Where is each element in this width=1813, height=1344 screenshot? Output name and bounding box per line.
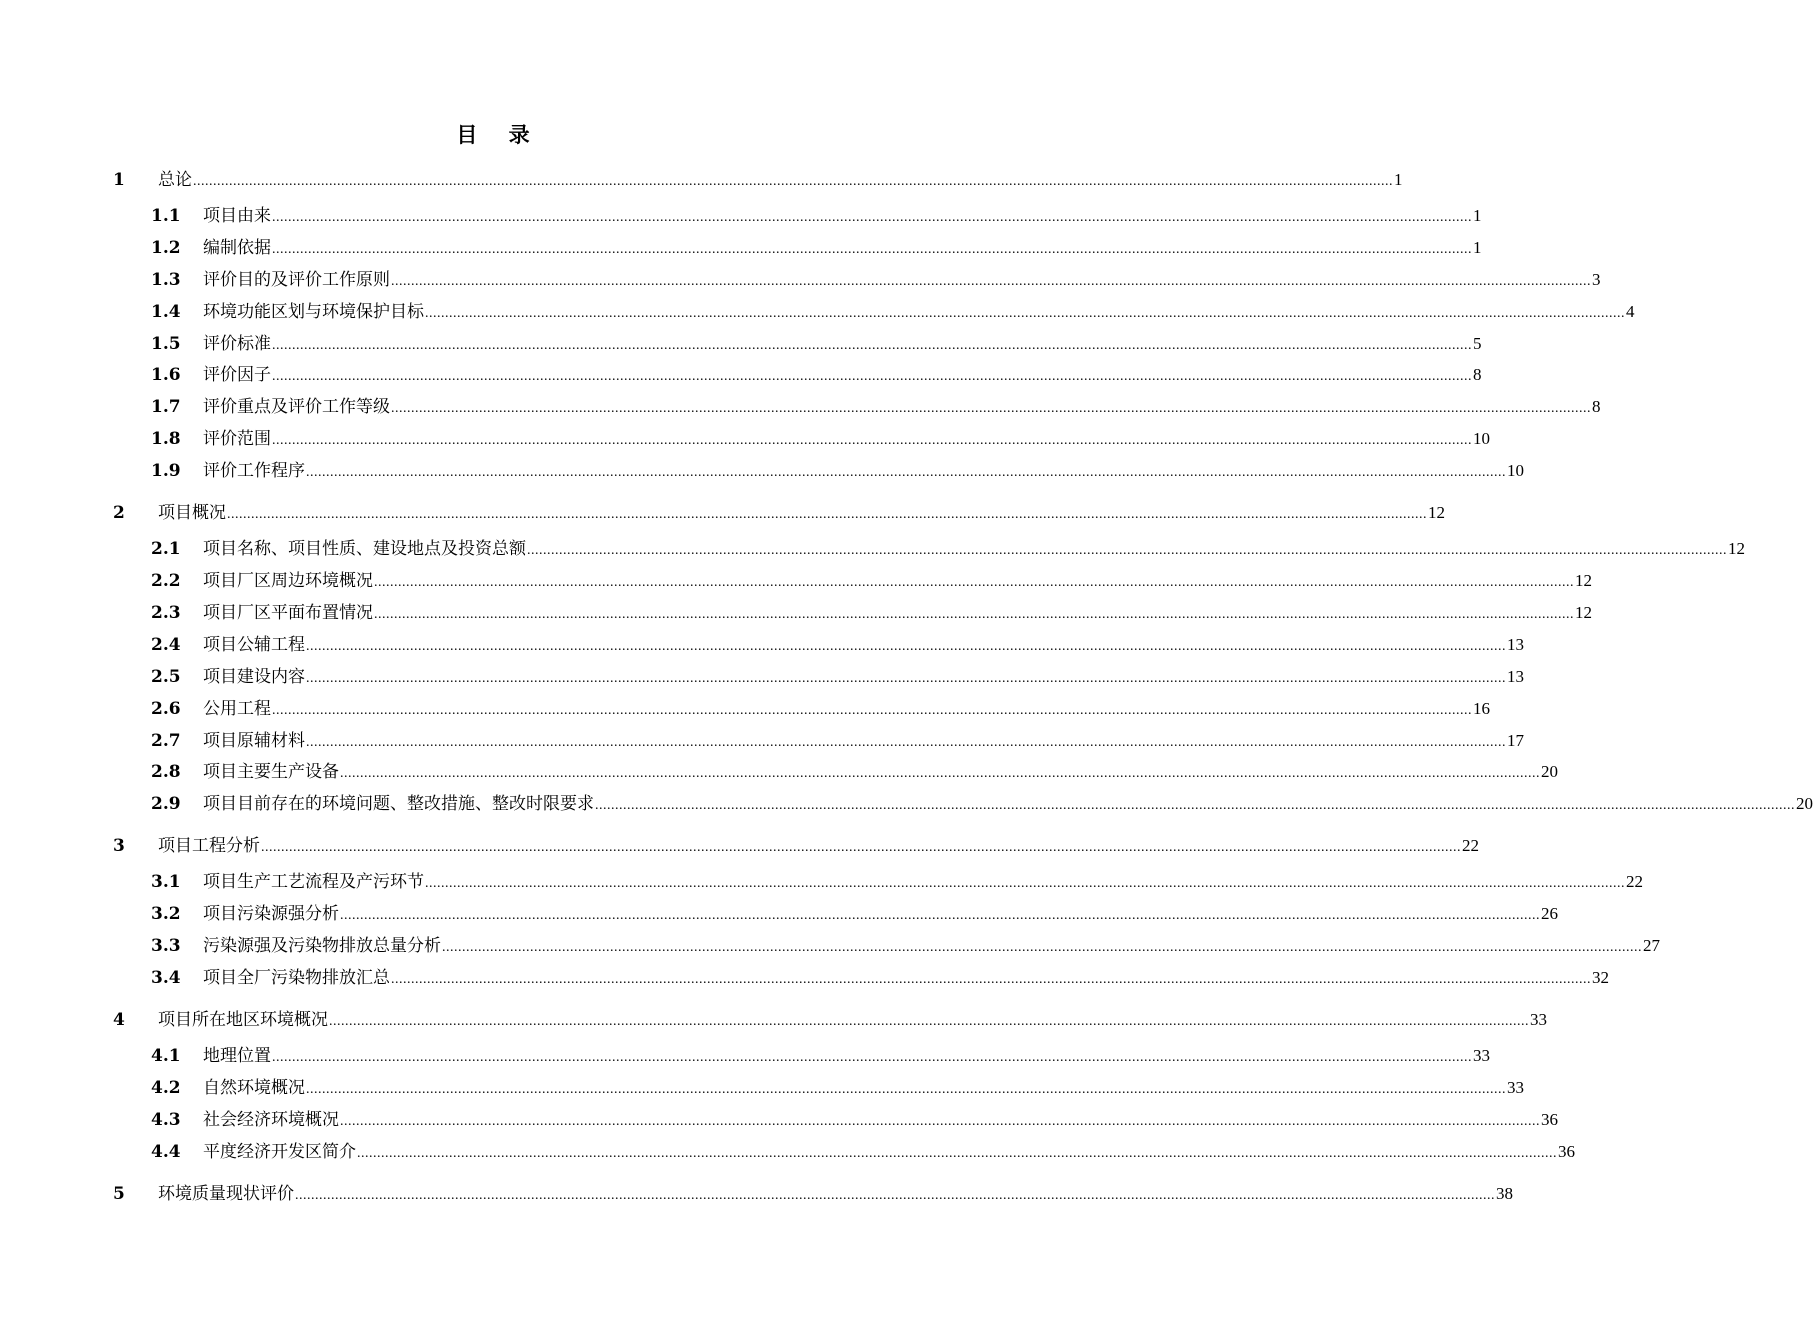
toc-dot-leader: ............................................................................................................................................................................................................................................................................................................ — [425, 306, 1625, 321]
toc-entry-title: 总论 — [158, 170, 192, 190]
toc-entry-line — [203, 1042, 1490, 1072]
toc-dot-leader: ............................................................................................................................................................................................................................................................................................................ — [295, 1188, 1495, 1203]
toc-page-number: 8 — [1473, 365, 1482, 384]
toc-entry-line — [203, 599, 1592, 629]
toc-page-number: 20 — [1541, 762, 1558, 781]
toc-entry-title: 环境功能区划与环境保护目标 — [203, 302, 424, 322]
toc-dot-leader: ............................................................................................................................................................................................................................................................................................................ — [391, 401, 1591, 416]
toc-entry-title: 评价因子 — [203, 365, 271, 385]
toc-page-number: 22 — [1626, 872, 1643, 891]
toc-entry-number: 4.4 — [151, 1142, 181, 1162]
toc-page-number: 26 — [1541, 904, 1558, 923]
toc-entry-number: 2.3 — [151, 603, 181, 623]
toc-entry-number: 1 — [113, 170, 125, 190]
toc-entry-number: 2 — [113, 503, 125, 523]
toc-section-entry[interactable] — [0, 1106, 1558, 1134]
toc-section-entry[interactable] — [0, 964, 1609, 992]
toc-page-number: 13 — [1507, 635, 1524, 654]
toc-dot-leader: ............................................................................................................................................................................................................................................................................................................ — [306, 1082, 1506, 1097]
toc-entry-number: 2.2 — [151, 571, 181, 591]
toc-section-entry[interactable] — [0, 631, 1524, 659]
toc-dot-leader: ............................................................................................................................................................................................................................................................................................................ — [272, 433, 1472, 448]
toc-section-entry[interactable] — [0, 567, 1592, 595]
toc-section-entry[interactable] — [0, 425, 1490, 453]
toc-entry-title: 项目建设内容 — [203, 667, 305, 687]
toc-page-number: 3 — [1592, 270, 1601, 289]
toc-entry-number: 1.7 — [151, 397, 181, 417]
toc-entry-title: 评价工作程序 — [203, 461, 305, 481]
toc-entry-title: 编制依据 — [203, 238, 271, 258]
toc-entry-number: 2.8 — [151, 762, 181, 782]
toc-entry-title: 评价重点及评价工作等级 — [203, 397, 390, 417]
toc-entry-title: 项目所在地区环境概况 — [158, 1010, 328, 1030]
toc-section-entry[interactable] — [0, 298, 1635, 326]
toc-entry-line — [158, 166, 1403, 196]
toc-dot-leader: ............................................................................................................................................................................................................................................................................................................ — [374, 575, 1574, 590]
toc-entry-line — [158, 1180, 1513, 1210]
toc-entry-number: 1.5 — [151, 334, 181, 354]
toc-entry-title: 公用工程 — [203, 699, 271, 719]
toc-page-number: 12 — [1428, 503, 1445, 522]
toc-dot-leader: ............................................................................................................................................................................................................................................................................................................ — [391, 972, 1591, 987]
toc-entry-number: 1.3 — [151, 270, 181, 290]
toc-entry-number: 2.7 — [151, 731, 181, 751]
toc-dot-leader: ............................................................................................................................................................................................................................................................................................................ — [357, 1146, 1557, 1161]
toc-entry-title: 社会经济环境概况 — [203, 1110, 339, 1130]
toc-entry-title: 污染源强及污染物排放总量分析 — [203, 936, 441, 956]
toc-page-number: 12 — [1728, 539, 1745, 558]
toc-section-entry[interactable] — [0, 900, 1558, 928]
toc-entry-line — [203, 900, 1558, 930]
toc-entry-line — [203, 567, 1592, 597]
toc-page-number: 12 — [1575, 603, 1592, 622]
toc-entry-line — [203, 266, 1601, 296]
toc-entry-title: 项目全厂污染物排放汇总 — [203, 968, 390, 988]
toc-entry-title: 评价标准 — [203, 334, 271, 354]
toc-page-number: 8 — [1592, 397, 1601, 416]
toc-entry-title: 地理位置 — [203, 1046, 271, 1066]
toc-section-entry[interactable] — [0, 868, 1643, 896]
toc-dot-leader: ............................................................................................................................................................................................................................................................................................................ — [272, 703, 1472, 718]
toc-section-entry[interactable] — [0, 932, 1660, 960]
toc-entry-title: 平度经济开发区简介 — [203, 1142, 356, 1162]
toc-page-number: 10 — [1507, 461, 1524, 480]
toc-dot-leader: ............................................................................................................................................................................................................................................................................................................ — [272, 369, 1472, 384]
toc-page-number: 36 — [1558, 1142, 1575, 1161]
toc-entry-line — [203, 393, 1601, 423]
toc-dot-leader: ............................................................................................................................................................................................................................................................................................................ — [306, 639, 1506, 654]
toc-chapter-entry[interactable] — [0, 166, 1403, 194]
toc-dot-leader: ............................................................................................................................................................................................................................................................................................................ — [527, 543, 1727, 558]
toc-entry-title: 项目污染源强分析 — [203, 904, 339, 924]
toc-entry-number: 2.6 — [151, 699, 181, 719]
toc-entry-title: 项目主要生产设备 — [203, 762, 339, 782]
toc-page-number: 1 — [1473, 238, 1482, 257]
toc-page-number: 20 — [1796, 794, 1813, 813]
toc-page-number: 4 — [1626, 302, 1635, 321]
toc-entry-title: 项目生产工艺流程及产污环节 — [203, 872, 424, 892]
toc-entry-line — [203, 695, 1490, 725]
toc-entry-number: 5 — [113, 1184, 125, 1204]
toc-entry-title: 环境质量现状评价 — [158, 1184, 294, 1204]
toc-entry-number: 4.2 — [151, 1078, 181, 1098]
toc-entry-line — [203, 298, 1635, 328]
toc-entry-line — [158, 499, 1445, 529]
toc-page-number: 33 — [1473, 1046, 1490, 1065]
toc-entry-title: 项目厂区周边环境概况 — [203, 571, 373, 591]
toc-entry-number: 4.3 — [151, 1110, 181, 1130]
toc-entry-line — [203, 868, 1643, 898]
toc-entry-number: 3.3 — [151, 936, 181, 956]
toc-dot-leader: ............................................................................................................................................................................................................................................................................................................ — [425, 876, 1625, 891]
toc-section-entry[interactable] — [0, 1042, 1490, 1070]
toc-section-entry[interactable] — [0, 1138, 1575, 1166]
toc-section-entry[interactable] — [0, 1074, 1524, 1102]
toc-entry-number: 1.1 — [151, 206, 181, 226]
toc-dot-leader: ............................................................................................................................................................................................................................................................................................................ — [306, 465, 1506, 480]
toc-entry-line — [203, 425, 1490, 455]
toc-entry-title: 项目工程分析 — [158, 836, 260, 856]
toc-dot-leader: ............................................................................................................................................................................................................................................................................................................ — [306, 735, 1506, 750]
toc-page-number: 32 — [1592, 968, 1609, 987]
toc-dot-leader: ............................................................................................................................................................................................................................................................................................................ — [193, 174, 1393, 189]
toc-entry-line — [203, 457, 1524, 487]
toc-section-entry[interactable] — [0, 457, 1524, 485]
toc-page-number: 1 — [1394, 170, 1403, 189]
toc-page-number: 13 — [1507, 667, 1524, 686]
toc-entry-line — [203, 234, 1482, 264]
toc-page-number: 36 — [1541, 1110, 1558, 1129]
toc-entry-number: 1.9 — [151, 461, 181, 481]
toc-page-number: 12 — [1575, 571, 1592, 590]
toc-entry-title: 项目概况 — [158, 503, 226, 523]
toc-entry-line — [203, 727, 1524, 757]
toc-chapter-entry[interactable] — [0, 499, 1445, 527]
toc-dot-leader: ............................................................................................................................................................................................................................................................................................................ — [272, 210, 1472, 225]
toc-page-number: 1 — [1473, 206, 1482, 225]
toc-section-entry[interactable] — [0, 535, 1745, 563]
toc-entry-title: 评价范围 — [203, 429, 271, 449]
toc-entry-number: 4.1 — [151, 1046, 181, 1066]
toc-entry-line — [158, 1006, 1547, 1036]
toc-dot-leader: ............................................................................................................................................................................................................................................................................................................ — [374, 607, 1574, 622]
toc-entry-number: 3.4 — [151, 968, 181, 988]
toc-entry-title: 项目由来 — [203, 206, 271, 226]
toc-entry-number: 1.8 — [151, 429, 181, 449]
toc-entry-number: 2.1 — [151, 539, 181, 559]
toc-entry-number: 3 — [113, 836, 125, 856]
toc-section-entry[interactable] — [0, 727, 1524, 755]
toc-page-number: 10 — [1473, 429, 1490, 448]
toc-page-number: 5 — [1473, 334, 1482, 353]
toc-section-entry[interactable] — [0, 266, 1601, 294]
toc-section-entry[interactable] — [0, 361, 1482, 389]
toc-entry-title: 项目目前存在的环境问题、整改措施、整改时限要求 — [203, 794, 594, 814]
toc-dot-leader: ............................................................................................................................................................................................................................................................................................................ — [391, 274, 1591, 289]
toc-entry-line — [203, 932, 1660, 962]
toc-dot-leader: ............................................................................................................................................................................................................................................................................................................ — [340, 766, 1540, 781]
toc-section-entry[interactable] — [0, 599, 1592, 627]
toc-chapter-entry[interactable] — [0, 1180, 1513, 1208]
toc-entry-title: 项目公辅工程 — [203, 635, 305, 655]
toc-dot-leader: ............................................................................................................................................................................................................................................................................................................ — [329, 1014, 1529, 1029]
toc-dot-leader: ............................................................................................................................................................................................................................................................................................................ — [306, 671, 1506, 686]
toc-dot-leader: ............................................................................................................................................................................................................................................................................................................ — [340, 908, 1540, 923]
toc-dot-leader: ............................................................................................................................................................................................................................................................................................................ — [340, 1114, 1540, 1129]
toc-entry-line — [158, 832, 1479, 862]
toc-entry-title: 项目厂区平面布置情况 — [203, 603, 373, 623]
toc-entry-line — [203, 964, 1609, 994]
toc-entry-number: 1.2 — [151, 238, 181, 258]
toc-dot-leader: ............................................................................................................................................................................................................................................................................................................ — [595, 798, 1795, 813]
toc-dot-leader: ............................................................................................................................................................................................................................................................................................................ — [261, 840, 1461, 855]
toc-page-number: 17 — [1507, 731, 1524, 750]
toc-section-entry[interactable] — [0, 234, 1482, 262]
toc-page-number: 33 — [1530, 1010, 1547, 1029]
toc-section-entry[interactable] — [0, 330, 1482, 358]
toc-entry-line — [203, 758, 1558, 788]
toc-entry-number: 2.5 — [151, 667, 181, 687]
toc-page-number: 16 — [1473, 699, 1490, 718]
toc-chapter-entry[interactable] — [0, 1006, 1547, 1034]
toc-chapter-entry[interactable] — [0, 832, 1479, 860]
toc-entry-number: 2.4 — [151, 635, 181, 655]
toc-section-entry[interactable] — [0, 790, 1813, 818]
toc-entry-line — [203, 202, 1482, 232]
toc-page-number: 33 — [1507, 1078, 1524, 1097]
toc-dot-leader: ............................................................................................................................................................................................................................................................................................................ — [442, 940, 1642, 955]
toc-title: 目 录 — [456, 122, 542, 147]
toc-entry-number: 4 — [113, 1010, 125, 1030]
toc-entry-line — [203, 790, 1813, 820]
toc-entry-line — [203, 1074, 1524, 1104]
toc-entry-line — [203, 330, 1482, 360]
toc-page-number: 27 — [1643, 936, 1660, 955]
toc-section-entry[interactable] — [0, 695, 1490, 723]
toc-entry-title: 项目名称、项目性质、建设地点及投资总额 — [203, 539, 526, 559]
toc-dot-leader: ............................................................................................................................................................................................................................................................................................................ — [272, 338, 1472, 353]
toc-section-entry[interactable] — [0, 758, 1558, 786]
toc-entry-line — [203, 361, 1482, 391]
toc-entry-title: 自然环境概况 — [203, 1078, 305, 1098]
toc-entry-number: 3.2 — [151, 904, 181, 924]
toc-section-entry[interactable] — [0, 202, 1482, 230]
toc-page-number: 22 — [1462, 836, 1479, 855]
toc-entry-number: 1.6 — [151, 365, 181, 385]
toc-entry-line — [203, 1106, 1558, 1136]
toc-section-entry[interactable] — [0, 393, 1601, 421]
toc-entry-line — [203, 631, 1524, 661]
toc-dot-leader: ............................................................................................................................................................................................................................................................................................................ — [227, 507, 1427, 522]
toc-page-number: 38 — [1496, 1184, 1513, 1203]
toc-entry-line — [203, 535, 1745, 565]
toc-dot-leader: ............................................................................................................................................................................................................................................................................................................ — [272, 242, 1472, 257]
toc-entry-number: 2.9 — [151, 794, 181, 814]
toc-entry-line — [203, 1138, 1575, 1168]
toc-entry-number: 3.1 — [151, 872, 181, 892]
toc-entry-title: 评价目的及评价工作原则 — [203, 270, 390, 290]
toc-dot-leader: ............................................................................................................................................................................................................................................................................................................ — [272, 1050, 1472, 1065]
toc-entry-line — [203, 663, 1524, 693]
toc-section-entry[interactable] — [0, 663, 1524, 691]
toc-entry-title: 项目原辅材料 — [203, 731, 305, 751]
toc-entry-number: 1.4 — [151, 302, 181, 322]
